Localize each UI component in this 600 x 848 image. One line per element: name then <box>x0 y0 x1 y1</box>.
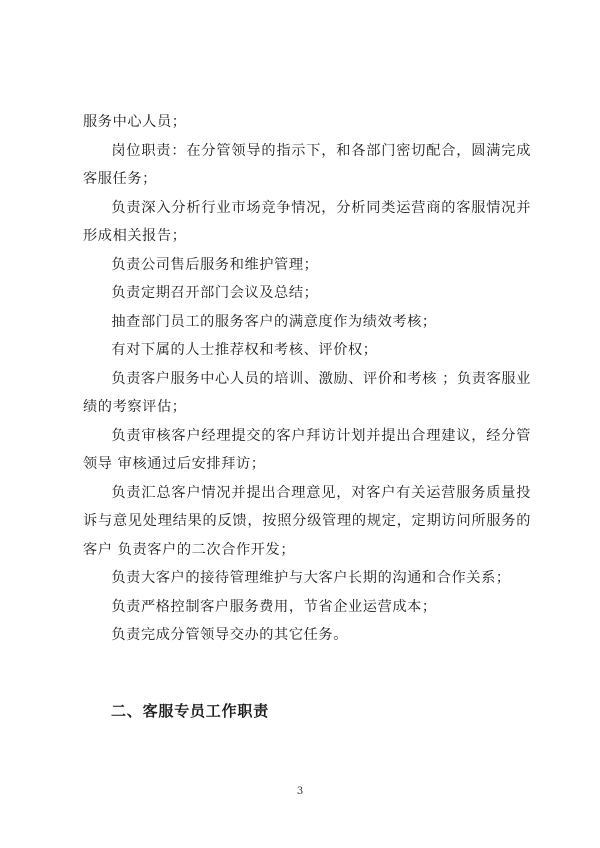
section-heading: 二、客服专员工作职责 <box>111 702 270 720</box>
paragraph-continuation: 服务中心人员； <box>83 114 187 130</box>
paragraph-feedback: 负责汇总客户情况并提出合理意见，对客户有关运营服务质量投诉与意见处理结果的反馈，按照分级管理的规定，定期访问所服务的客户 负责客户的二次合作开发； <box>83 484 531 558</box>
paragraph-meetings: 负责定期召开部门会议及总结； <box>111 285 319 301</box>
paragraph-satisfaction-check: 抽查部门员工的服务客户的满意度作为绩效考核； <box>111 313 437 330</box>
paragraph-after-sales: 负责公司售后服务和维护管理； <box>111 256 319 273</box>
paragraph-other-tasks: 负责完成分管领导交办的其它任务。 <box>111 627 348 643</box>
body-text <box>83 108 531 650</box>
page-number: 3 <box>296 786 304 797</box>
paragraph-position-duties: 岗位职责：在分管领导的指示下，和各部门密切配合，圆满完成客服任务； <box>83 142 531 187</box>
paragraph-recommendation-rights: 有对下属的人士推荐权和考核、评价权； <box>111 342 378 358</box>
paragraph-visit-plans: 负责审核客户经理提交的客户拜访计划并提出合理建议，经分管领导 审核通过后安排拜访； <box>83 427 531 472</box>
paragraph-market-analysis: 负责深入分析行业市场竞争情况，分析同类运营商的客服情况并形成相关报告； <box>83 199 531 244</box>
paragraph-training: 负责客户服务中心人员的培训、激励、评价和考核 ；负责客服业绩的考察评估； <box>83 370 531 415</box>
paragraph-key-accounts: 负责大客户的接待管理维护与大客户长期的沟通和合作关系； <box>111 570 511 586</box>
paragraph-cost-control: 负责严格控制客户服务费用，节省企业运营成本； <box>111 598 437 615</box>
